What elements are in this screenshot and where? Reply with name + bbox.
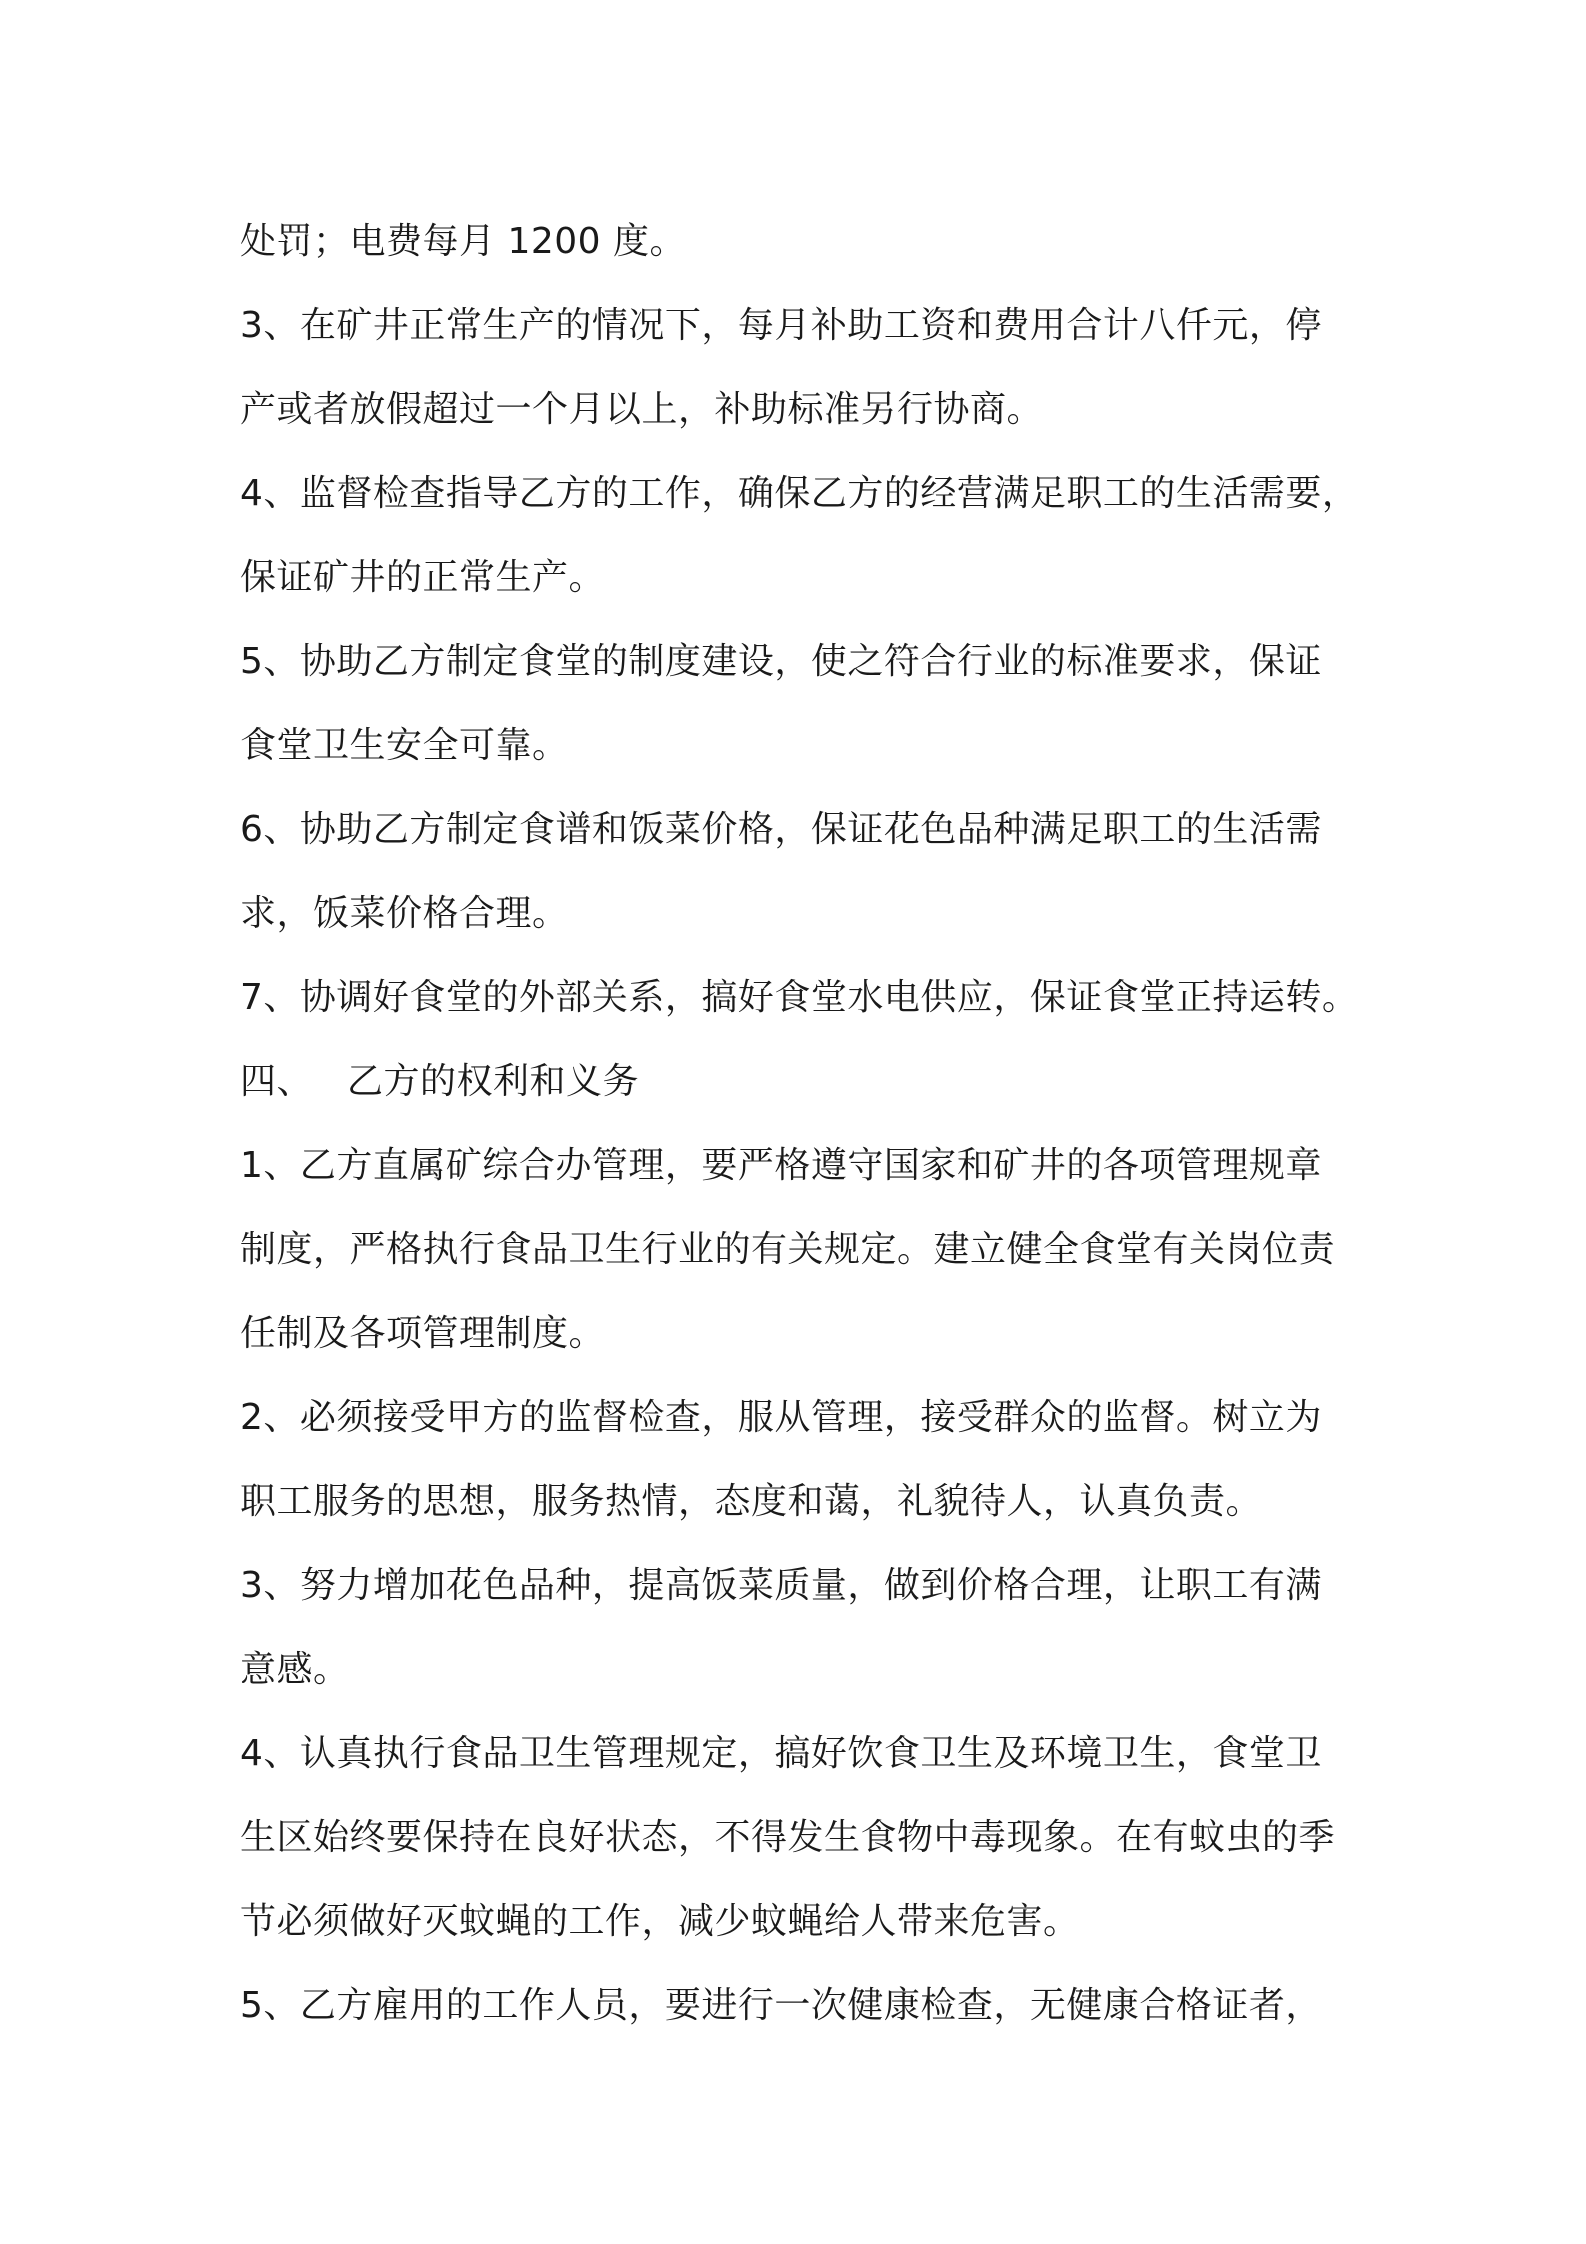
- section-title: 乙方的权利和义务: [347, 1061, 640, 1102]
- paragraph-line: 4、认真执行食品卫生管理规定，搞好饮食卫生及环境卫生，食堂卫: [240, 1733, 1322, 1774]
- paragraph-line: 2、必须接受甲方的监督检查，服从管理，接受群众的监督。树立为: [240, 1397, 1322, 1438]
- paragraph-line: 食堂卫生安全可靠。: [240, 725, 569, 766]
- paragraph-line: 3、在矿井正常生产的情况下，每月补助工资和费用合计八仟元，停: [240, 305, 1322, 346]
- paragraph-line: 制度，严格执行食品卫生行业的有关规定。建立健全食堂有关岗位责: [240, 1229, 1336, 1270]
- paragraph-line: 意感。: [240, 1649, 350, 1690]
- paragraph-line: 5、乙方雇用的工作人员，要进行一次健康检查，无健康合格证者，: [240, 1985, 1322, 2026]
- document-body: [240, 200, 1380, 2048]
- paragraph-line: 1、乙方直属矿综合办管理，要严格遵守国家和矿井的各项管理规章: [240, 1145, 1322, 1186]
- paragraph-line: 节必须做好灭蚊蝇的工作，减少蚊蝇给人带来危害。: [240, 1901, 1080, 1942]
- paragraph-line: 职工服务的思想，服务热情，态度和蔼，礼貌待人，认真负责。: [240, 1481, 1263, 1522]
- paragraph-line: 求，饭菜价格合理。: [240, 893, 569, 934]
- paragraph-line: 3、努力增加花色品种，提高饭菜质量，做到价格合理，让职工有满: [240, 1565, 1322, 1606]
- paragraph-line: 4、监督检查指导乙方的工作，确保乙方的经营满足职工的生活需要，: [240, 473, 1359, 514]
- paragraph-line: 产或者放假超过一个月以上，补助标准另行协商。: [240, 389, 1044, 430]
- paragraph-line: 处罚；电费每月 1200 度。: [240, 221, 687, 262]
- section-heading: [240, 1040, 1380, 1124]
- paragraph-line: 任制及各项管理制度。: [240, 1313, 606, 1354]
- paragraph-line: 6、协助乙方制定食谱和饭菜价格，保证花色品种满足职工的生活需: [240, 809, 1322, 850]
- paragraph-line: 7、协调好食堂的外部关系，搞好食堂水电供应，保证食堂正持运转。: [240, 977, 1359, 1018]
- paragraph-line: 5、协助乙方制定食堂的制度建设，使之符合行业的标准要求，保证: [240, 641, 1322, 682]
- paragraph-line: 生区始终要保持在良好状态，不得发生食物中毒现象。在有蚊虫的季: [240, 1817, 1336, 1858]
- section-number: 四、: [240, 1061, 314, 1102]
- paragraph-line: 保证矿井的正常生产。: [240, 557, 606, 598]
